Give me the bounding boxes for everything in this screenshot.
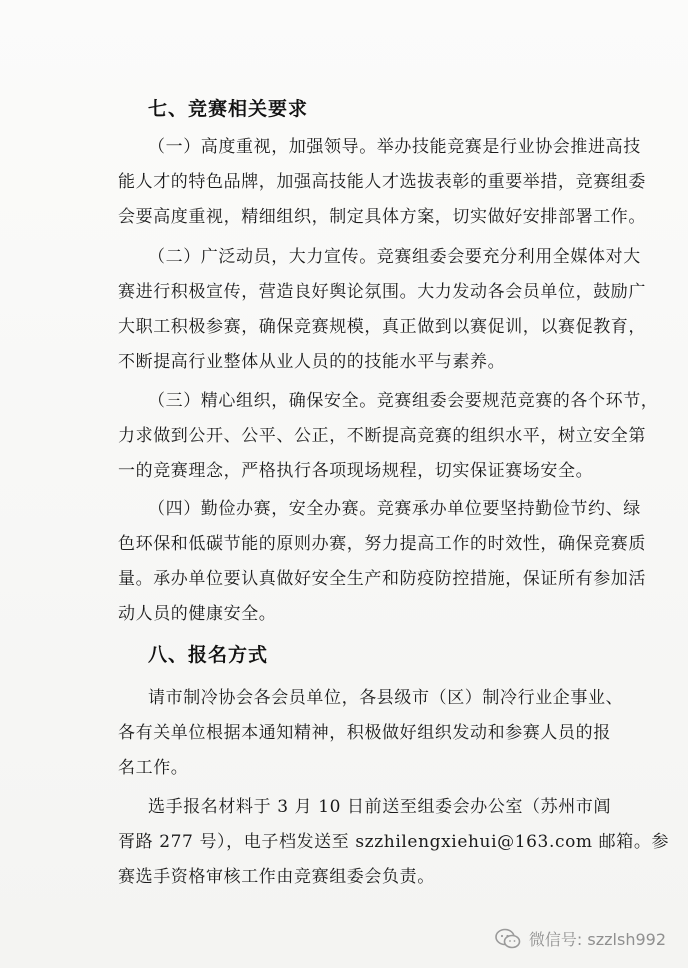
text-line: 各有关单位根据本通知精神，积极做好组织发动和参赛人员的报 xyxy=(118,723,611,743)
wechat-icon xyxy=(495,928,521,950)
section-7-heading: 七、竞赛相关要求 xyxy=(148,98,309,120)
text-line: （一）高度重视，加强领导。举办技能竞赛是行业协会推进高技 xyxy=(148,137,641,157)
text-line: 名工作。 xyxy=(118,758,189,778)
text-line: 赛进行积极宣传，营造良好舆论氛围。大力发动各会员单位，鼓励广 xyxy=(118,282,646,302)
text-line: 大职工积极参赛，确保竞赛规模，真正做到以赛促训，以赛促教育， xyxy=(118,317,646,337)
text-line: （四）勤俭办赛，安全办赛。竞赛承办单位要坚持勤俭节约、绿 xyxy=(148,499,641,519)
watermark-label: 微信号: szzlsh992 xyxy=(528,930,666,949)
text-line: 动人员的健康安全。 xyxy=(118,604,277,624)
text-line: 胥路 277 号），电子档发送至 szzhilengxiehui@163.com 邮箱。参 xyxy=(118,832,670,852)
wechat-watermark xyxy=(495,927,666,950)
text-line: 能人才的特色品牌，加强高技能人才选拔表彰的重要举措，竞赛组委 xyxy=(118,172,646,192)
text-line: 色环保和低碳节能的原则办赛，努力提高工作的时效性，确保竞赛质 xyxy=(118,534,646,554)
text-line: 请市制冷协会各会员单位，各县级市（区）制冷行业企事业、 xyxy=(148,688,624,708)
text-line: 赛选手资格审核工作由竞赛组委会负责。 xyxy=(118,867,435,887)
text-line: 量。承办单位要认真做好安全生产和防疫防控措施，保证所有参加活 xyxy=(118,569,646,589)
text-line: 不断提高行业整体从业人员的的技能水平与素养。 xyxy=(118,352,506,372)
text-line: 选手报名材料于 3 月 10 日前送至组委会办公室（苏州市阊 xyxy=(148,797,612,817)
text-line: 力求做到公开、公平、公正，不断提高竞赛的组织水平，树立安全第 xyxy=(118,426,646,446)
text-line: （三）精心组织，确保安全。竞赛组委会要规范竞赛的各个环节， xyxy=(148,391,659,411)
section-8-heading: 八、报名方式 xyxy=(148,644,269,666)
text-line: 一的竞赛理念，严格执行各项现场规程，切实保证赛场安全。 xyxy=(118,461,594,481)
text-line: 会要高度重视，精细组织，制定具体方案，切实做好安排部署工作。 xyxy=(118,207,646,227)
text-line: （二）广泛动员，大力宣传。竞赛组委会要充分利用全媒体对大 xyxy=(148,247,641,267)
